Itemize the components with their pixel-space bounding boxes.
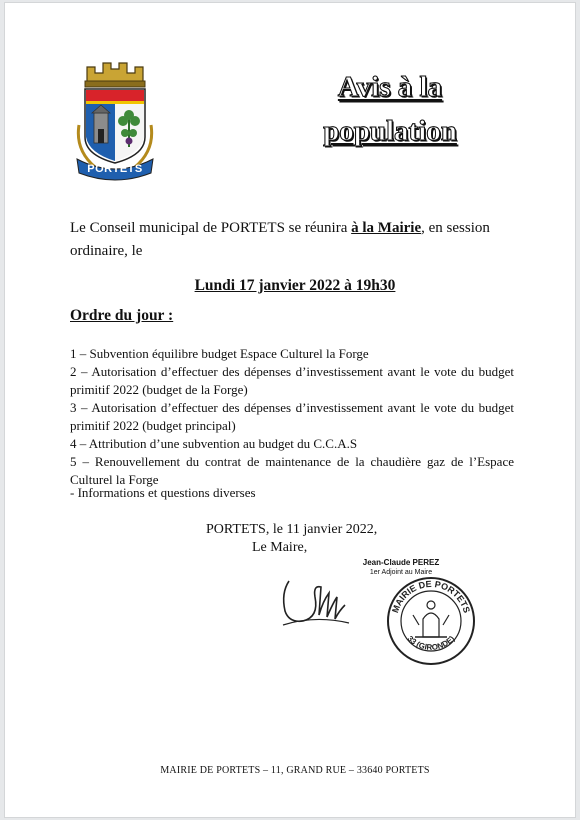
agenda-item: 1 – Subvention équilibre budget Espace Culturel la Forge xyxy=(70,346,369,361)
handwritten-signature xyxy=(275,563,355,633)
signatory-title: Le Maire, xyxy=(252,540,308,555)
meeting-date: Lundi 17 janvier 2022 à 19h30 xyxy=(194,277,396,294)
town-hall-stamp xyxy=(385,575,477,667)
signer-name: Jean-Claude PEREZ xyxy=(362,558,440,567)
signer-role: 1er Adjoint au Maire xyxy=(369,569,433,576)
agenda-heading: Ordre du jour : xyxy=(70,307,174,324)
intro-location: à la Mairie xyxy=(351,220,422,236)
intro-text-after: , en session ordinaire, le xyxy=(70,220,490,259)
agenda-item: 2 – Autorisation d’effectuer des dépenses d’investissement avant le vote du budget primitif 2022 (budget de la Forge) xyxy=(70,364,514,397)
notice-title-line-2: population xyxy=(323,115,457,147)
informations-line: - Informations et questions diverses xyxy=(70,485,256,500)
crest-banner-text: PORTETS xyxy=(87,163,143,175)
agenda-item: 5 – Renouvellement du contrat de maintenance de la chaudière gaz de l’Espace Culturel la Forge xyxy=(70,454,514,487)
notice-page xyxy=(4,2,576,818)
intro-text-before: Le Conseil municipal de PORTETS se réunira xyxy=(70,220,352,236)
agenda-list xyxy=(70,345,514,489)
agenda-item: 4 – Attribution d’une subvention au budget du C.C.A.S xyxy=(70,436,358,451)
agenda-item: 3 – Autorisation d’effectuer des dépenses d’investissement avant le vote du budget primitif 2022 (budget principal) xyxy=(70,400,514,433)
intro-paragraph xyxy=(70,217,522,263)
footer-address: MAIRIE DE PORTETS – 11, GRAND RUE – 33640 PORTETS xyxy=(160,765,430,776)
stamp-bottom-text: 33 (GIRONDE) xyxy=(405,634,457,652)
place-and-date: PORTETS, le 11 janvier 2022, xyxy=(206,522,378,537)
stamp-top-text: MAIRIE DE PORTETS xyxy=(390,578,472,615)
notice-title-line-1: Avis à la xyxy=(337,71,443,103)
portets-coat-of-arms xyxy=(65,55,165,185)
